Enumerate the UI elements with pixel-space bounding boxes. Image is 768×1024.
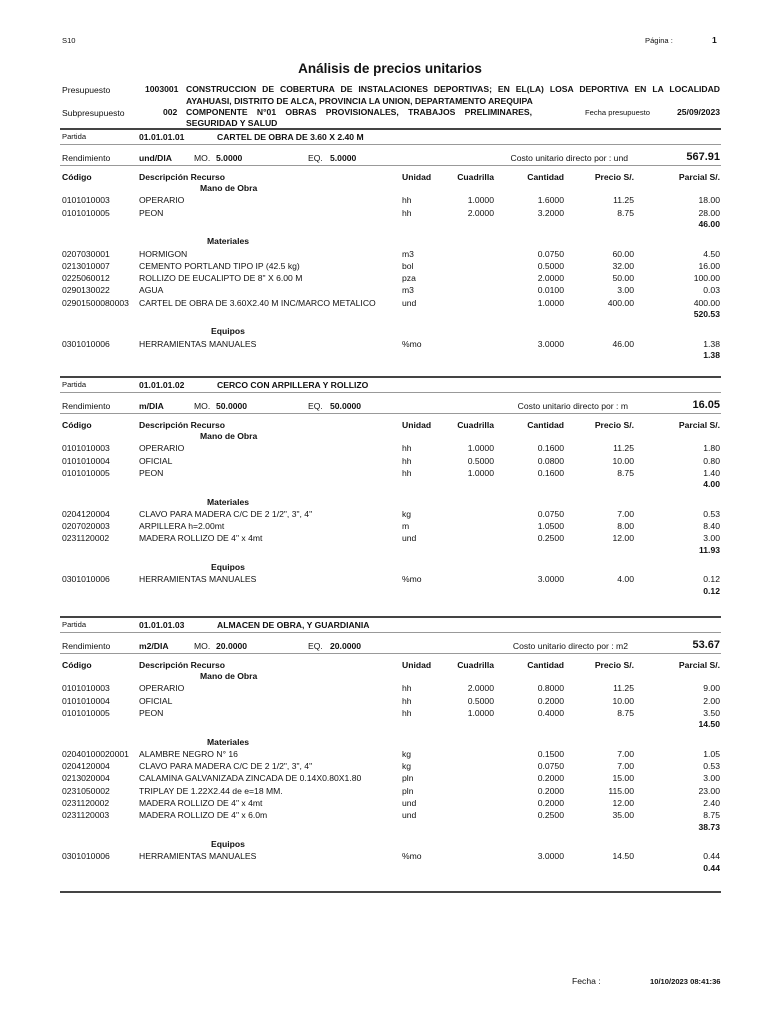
row-cuadrilla: 0.5000	[467, 695, 494, 706]
rendimiento-label: Rendimiento	[62, 401, 111, 411]
col-parcial: Parcial S/.	[678, 420, 720, 430]
row-precio: 50.00	[612, 273, 634, 284]
group-mano-de-obra: Mano de Obra	[200, 183, 258, 193]
row-parcial: 23.00	[698, 785, 720, 796]
subtotal-mano: 46.00	[698, 218, 720, 229]
row-descripcion: MADERA ROLLIZO DE 4" x 4mt	[139, 798, 263, 808]
row-cantidad: 0.2000	[537, 773, 564, 784]
row-unidad: und	[402, 533, 417, 544]
rendimiento-label: Rendimiento	[62, 153, 111, 163]
row-descripcion: PEON	[139, 207, 164, 218]
row-parcial: 28.00	[698, 207, 720, 218]
row-codigo: 0290130022	[62, 285, 110, 296]
partida-underline	[60, 144, 721, 145]
col-cuadrilla: Cuadrilla	[457, 172, 494, 182]
group-equipos: Equipos	[211, 562, 245, 572]
row-codigo: 0231120002	[62, 798, 110, 808]
row-descripcion: PEON	[139, 467, 164, 478]
col-cuadrilla: Cuadrilla	[457, 420, 494, 430]
row-cantidad: 0.0750	[537, 508, 564, 519]
row-unidad: hh	[402, 443, 412, 454]
row-codigo: 0101010004	[62, 455, 110, 466]
rendimiento-unit: m2/DIA	[139, 641, 169, 651]
row-cantidad: 0.2000	[537, 798, 564, 808]
row-codigo: 0301010006	[62, 338, 110, 349]
row-unidad: hh	[402, 707, 412, 718]
costo-unitario-value: 53.67	[692, 639, 720, 651]
row-unidad: kg	[402, 748, 412, 759]
mo-label: MO.	[194, 153, 211, 163]
eq-label: EQ.	[308, 401, 323, 411]
partida-name: ALMACEN DE OBRA, Y GUARDIANIA	[217, 620, 370, 630]
row-descripcion: AGUA	[139, 285, 164, 296]
row-codigo: 0207030001	[62, 248, 110, 259]
row-precio: 11.25	[613, 683, 634, 694]
subtotal-materiales: 520.53	[693, 309, 720, 319]
row-parcial: 3.00	[703, 773, 720, 784]
row-codigo: 0231120003	[62, 810, 110, 821]
row-unidad: %mo	[402, 851, 422, 862]
group-mano-de-obra: Mano de Obra	[200, 671, 258, 681]
row-codigo: 0231120002	[62, 533, 110, 544]
row-codigo: 0101010003	[62, 195, 110, 206]
group-mano-de-obra: Mano de Obra	[200, 431, 258, 441]
subtotal-materiales: 38.73	[698, 821, 720, 832]
row-descripcion: CLAVO PARA MADERA C/C DE 2 1/2", 3", 4"	[139, 508, 313, 519]
row-cantidad: 0.4000	[537, 707, 564, 718]
subpresupuesto-code: 002	[163, 107, 178, 117]
row-unidad: m3	[402, 285, 414, 296]
row-precio: 8.00	[617, 521, 634, 532]
page-label: Página :	[645, 36, 673, 45]
row-descripcion: MADERA ROLLIZO DE 4" x 4mt	[139, 533, 263, 544]
row-codigo: 0204120004	[62, 761, 110, 772]
row-codigo: 02040100020001	[62, 748, 129, 759]
fecha-presupuesto-label: Fecha presupuesto	[585, 108, 651, 117]
row-parcial: 9.00	[703, 683, 720, 694]
row-codigo: 0301010006	[62, 574, 110, 585]
row-cuadrilla: 1.0000	[467, 467, 494, 478]
subpresupuesto-desc-line1: COMPONENTE N°01 OBRAS PROVISIONALES, TRABAJOS PRELIMINARES,	[186, 107, 532, 117]
mo-value: 20.0000	[216, 641, 248, 651]
row-parcial: 100.00	[693, 273, 720, 284]
rendimiento-unit: und/DIA	[139, 153, 172, 163]
col-codigo: Código	[62, 172, 92, 182]
row-descripcion: MADERA ROLLIZO DE 4" x 6.0m	[139, 810, 268, 821]
row-unidad: hh	[402, 455, 412, 466]
row-unidad: und	[402, 297, 417, 308]
col-codigo: Código	[62, 420, 92, 430]
page-number: 1	[712, 35, 717, 45]
row-precio: 14.50	[612, 851, 634, 862]
costo-unitario-label: Costo unitario directo por : m2	[512, 641, 628, 651]
row-codigo: 0204120004	[62, 508, 110, 519]
mo-label: MO.	[194, 641, 211, 651]
col-precio: Precio S/.	[594, 660, 634, 670]
costo-unitario-value: 16.05	[692, 399, 720, 411]
row-descripcion: ALAMBRE NEGRO N° 16	[139, 748, 238, 759]
row-unidad: pln	[402, 785, 414, 796]
row-unidad: kg	[402, 508, 412, 519]
row-precio: 60.00	[612, 248, 634, 259]
row-descripcion: CALAMINA GALVANIZADA ZINCADA DE 0.14X0.80X1.80	[139, 773, 362, 784]
eq-value: 20.0000	[330, 641, 362, 651]
subtotal-materiales: 11.93	[698, 544, 720, 555]
rendimiento-underline	[60, 653, 721, 654]
row-precio: 3.00	[617, 285, 634, 296]
row-cantidad: 0.1600	[537, 467, 564, 478]
row-precio: 8.75	[617, 207, 634, 218]
row-descripcion: OPERARIO	[139, 195, 185, 206]
presupuesto-code: 1003001	[145, 84, 179, 94]
partida-label: Partida	[62, 132, 87, 141]
row-cantidad: 1.0000	[537, 297, 564, 308]
row-descripcion: CARTEL DE OBRA DE 3.60X2.40 M INC/MARCO METALICO	[139, 297, 376, 308]
row-parcial: 4.50	[703, 248, 720, 259]
row-cantidad: 0.2000	[537, 785, 564, 796]
row-parcial: 3.00	[703, 533, 720, 544]
col-cantidad: Cantidad	[527, 660, 564, 670]
row-cantidad: 0.0100	[537, 285, 564, 296]
row-precio: 11.25	[613, 443, 634, 454]
col-unidad: Unidad	[402, 420, 432, 430]
row-precio: 46.00	[612, 338, 634, 349]
row-cuadrilla: 2.0000	[467, 207, 494, 218]
row-precio: 10.00	[612, 455, 634, 466]
partida-label: Partida	[62, 620, 87, 629]
row-codigo: 0101010005	[62, 207, 110, 218]
row-precio: 8.75	[617, 707, 634, 718]
row-codigo: 0213020004	[62, 773, 110, 784]
rendimiento-unit: m/DIA	[139, 401, 164, 411]
row-unidad: hh	[402, 683, 412, 694]
partida-name: CERCO CON ARPILLERA Y ROLLIZO	[217, 380, 369, 390]
col-cuadrilla: Cuadrilla	[457, 660, 494, 670]
partida-separator	[60, 128, 721, 130]
presupuesto-label: Presupuesto	[62, 85, 111, 95]
partida-name: CARTEL DE OBRA DE 3.60 X 2.40 M	[217, 132, 364, 142]
row-parcial: 0.03	[703, 285, 720, 296]
row-cuadrilla: 1.0000	[467, 195, 494, 206]
row-unidad: pln	[402, 773, 414, 784]
footer-fecha-label: Fecha :	[572, 976, 601, 986]
row-parcial: 2.40	[703, 798, 720, 808]
row-precio: 7.00	[617, 508, 634, 519]
row-descripcion: OFICIAL	[139, 455, 173, 466]
group-equipos: Equipos	[211, 838, 245, 849]
page-end-separator	[60, 891, 721, 893]
group-materiales: Materiales	[207, 496, 250, 507]
row-parcial: 3.50	[703, 707, 720, 718]
eq-label: EQ.	[308, 641, 323, 651]
col-descripcion: Descripción Recurso	[139, 660, 225, 670]
eq-label: EQ.	[308, 153, 323, 163]
partida-separator	[60, 616, 721, 618]
row-cantidad: 0.0750	[537, 248, 564, 259]
row-descripcion: OFICIAL	[139, 695, 173, 706]
system-code: S10	[62, 36, 76, 45]
row-parcial: 8.40	[703, 521, 720, 532]
row-precio: 12.00	[612, 533, 634, 544]
row-parcial: 16.00	[698, 260, 720, 271]
costo-unitario-label: Costo unitario directo por : und	[510, 153, 628, 163]
group-equipos: Equipos	[211, 326, 245, 337]
row-cantidad: 3.0000	[537, 851, 564, 862]
row-codigo: 0213010007	[62, 260, 110, 271]
col-codigo: Código	[62, 660, 92, 670]
row-precio: 11.25	[613, 195, 634, 206]
row-unidad: und	[402, 810, 417, 821]
row-cantidad: 3.0000	[537, 338, 564, 349]
row-descripcion: HERRAMIENTAS MANUALES	[139, 851, 257, 862]
row-cuadrilla: 1.0000	[467, 707, 494, 718]
row-unidad: bol	[402, 260, 414, 271]
row-precio: 12.00	[612, 798, 634, 808]
row-cantidad: 1.6000	[537, 195, 564, 206]
col-descripcion: Descripción Recurso	[139, 420, 225, 430]
row-parcial: 0.53	[703, 508, 720, 519]
row-unidad: hh	[402, 195, 412, 206]
col-parcial: Parcial S/.	[678, 172, 720, 182]
row-precio: 115.00	[608, 785, 634, 796]
subtotal-mano: 14.50	[698, 719, 720, 730]
row-codigo: 0101010003	[62, 443, 110, 454]
row-cantidad: 0.2000	[537, 695, 564, 706]
col-unidad: Unidad	[402, 172, 432, 182]
row-cantidad: 3.2000	[537, 207, 564, 218]
subtotal-mano: 4.00	[703, 479, 720, 490]
row-parcial: 8.75	[703, 810, 720, 821]
row-descripcion: CEMENTO PORTLAND TIPO IP (42.5 kg)	[139, 260, 300, 271]
col-precio: Precio S/.	[594, 172, 634, 182]
row-cuadrilla: 1.0000	[467, 443, 494, 454]
partida-separator	[60, 376, 721, 378]
subtotal-equipos: 0.44	[703, 862, 720, 873]
row-precio: 10.00	[612, 695, 634, 706]
row-precio: 32.00	[612, 260, 634, 271]
row-unidad: %mo	[402, 338, 422, 349]
partida-label: Partida	[62, 380, 87, 389]
mo-label: MO.	[194, 401, 211, 411]
row-unidad: pza	[402, 273, 416, 284]
row-precio: 8.75	[617, 467, 634, 478]
row-unidad: hh	[402, 207, 412, 218]
row-parcial: 18.00	[698, 195, 720, 206]
row-descripcion: HERRAMIENTAS MANUALES	[139, 338, 257, 349]
row-cantidad: 0.2500	[537, 810, 564, 821]
row-codigo: 0101010003	[62, 683, 110, 694]
col-cantidad: Cantidad	[527, 172, 564, 182]
subpresupuesto-label: Subpresupuesto	[62, 108, 125, 118]
fecha-presupuesto: 25/09/2023	[677, 107, 721, 117]
mo-value: 50.0000	[216, 401, 248, 411]
row-precio: 7.00	[617, 761, 634, 772]
row-unidad: kg	[402, 761, 412, 772]
row-codigo: 02901500080003	[62, 297, 129, 308]
subtotal-equipos: 0.12	[703, 585, 720, 596]
page-title: Análisis de precios unitarios	[298, 61, 482, 76]
row-cantidad: 0.0750	[537, 761, 564, 772]
row-precio: 7.00	[617, 748, 634, 759]
row-cantidad: 1.0500	[537, 521, 564, 532]
row-codigo: 0207020003	[62, 521, 110, 532]
row-parcial: 1.80	[703, 443, 720, 454]
row-cantidad: 0.5000	[537, 260, 564, 271]
rendimiento-underline	[60, 413, 721, 414]
row-parcial: 1.05	[703, 748, 720, 759]
subtotal-equipos: 1.38	[703, 349, 720, 360]
row-cuadrilla: 2.0000	[467, 683, 494, 694]
row-codigo: 0101010005	[62, 467, 110, 478]
row-descripcion: ARPILLERA h=2.00mt	[139, 521, 225, 532]
col-unidad: Unidad	[402, 660, 432, 670]
presupuesto-desc-line2: AYAHUASI, DISTRITO DE ALCA, PROVINCIA LA UNION, DEPARTAMENTO AREQUIPA	[186, 96, 533, 106]
row-cantidad: 0.1600	[537, 443, 564, 454]
row-descripcion: OPERARIO	[139, 443, 185, 454]
row-unidad: %mo	[402, 574, 422, 585]
row-descripcion: TRIPLAY DE 1.22X2.44 de e=18 MM.	[139, 785, 283, 796]
row-codigo: 0101010004	[62, 695, 110, 706]
row-cantidad: 3.0000	[537, 574, 564, 585]
eq-value: 5.0000	[330, 153, 357, 163]
row-parcial: 0.44	[703, 851, 720, 862]
row-codigo: 0231050002	[62, 785, 110, 796]
row-cantidad: 0.2500	[537, 533, 564, 544]
costo-unitario-label: Costo unitario directo por : m	[517, 401, 628, 411]
row-unidad: und	[402, 798, 417, 808]
row-descripcion: HORMIGON	[139, 248, 188, 259]
partida-code: 01.01.01.03	[139, 620, 185, 630]
row-parcial: 2.00	[703, 695, 720, 706]
row-cantidad: 0.0800	[537, 455, 564, 466]
group-materiales: Materiales	[207, 736, 250, 747]
partida-underline	[60, 392, 721, 393]
row-parcial: 0.80	[703, 455, 720, 466]
costo-unitario-value: 567.91	[686, 151, 720, 163]
row-parcial: 1.40	[703, 467, 720, 478]
row-cantidad: 0.1500	[537, 748, 564, 759]
eq-value: 50.0000	[330, 401, 362, 411]
row-descripcion: OPERARIO	[139, 683, 185, 694]
row-cuadrilla: 0.5000	[467, 455, 494, 466]
col-descripcion: Descripción Recurso	[139, 172, 225, 182]
row-unidad: m	[402, 521, 410, 532]
rendimiento-underline	[60, 165, 721, 166]
row-precio: 4.00	[617, 574, 634, 585]
row-cantidad: 2.0000	[537, 273, 564, 284]
subpresupuesto-desc-line2: SEGURIDAD Y SALUD	[186, 118, 278, 128]
col-cantidad: Cantidad	[527, 420, 564, 430]
row-precio: 15.00	[612, 773, 634, 784]
row-cantidad: 0.8000	[537, 683, 564, 694]
row-precio: 400.00	[607, 297, 634, 308]
footer-fecha: 10/10/2023 08:41:36	[650, 977, 721, 986]
presupuesto-desc-line1: CONSTRUCCION DE COBERTURA DE INSTALACIONES DEPORTIVAS; EN EL(LA) LOSA DEPORTIVA EN LA LOCALIDAD	[186, 84, 720, 94]
row-descripcion: CLAVO PARA MADERA C/C DE 2 1/2", 3", 4"	[139, 761, 313, 772]
row-unidad: m3	[402, 248, 414, 259]
row-codigo: 0225060012	[62, 273, 110, 284]
mo-value: 5.0000	[216, 153, 243, 163]
group-materiales: Materiales	[207, 236, 250, 247]
row-codigo: 0301010006	[62, 851, 110, 862]
partida-code: 01.01.01.02	[139, 380, 185, 390]
row-parcial: 400.00	[693, 297, 720, 308]
row-parcial: 0.12	[703, 574, 720, 585]
row-unidad: hh	[402, 695, 412, 706]
row-parcial: 1.38	[703, 338, 720, 349]
partida-code: 01.01.01.01	[139, 132, 185, 142]
rendimiento-label: Rendimiento	[62, 641, 111, 651]
col-parcial: Parcial S/.	[678, 660, 720, 670]
col-precio: Precio S/.	[594, 420, 634, 430]
row-descripcion: PEON	[139, 707, 164, 718]
row-codigo: 0101010005	[62, 707, 110, 718]
partida-underline	[60, 632, 721, 633]
row-unidad: hh	[402, 467, 412, 478]
row-precio: 35.00	[612, 810, 634, 821]
row-parcial: 0.53	[703, 761, 720, 772]
row-descripcion: ROLLIZO DE EUCALIPTO DE 8" X 6.00 M	[139, 273, 303, 284]
row-descripcion: HERRAMIENTAS MANUALES	[139, 574, 257, 585]
